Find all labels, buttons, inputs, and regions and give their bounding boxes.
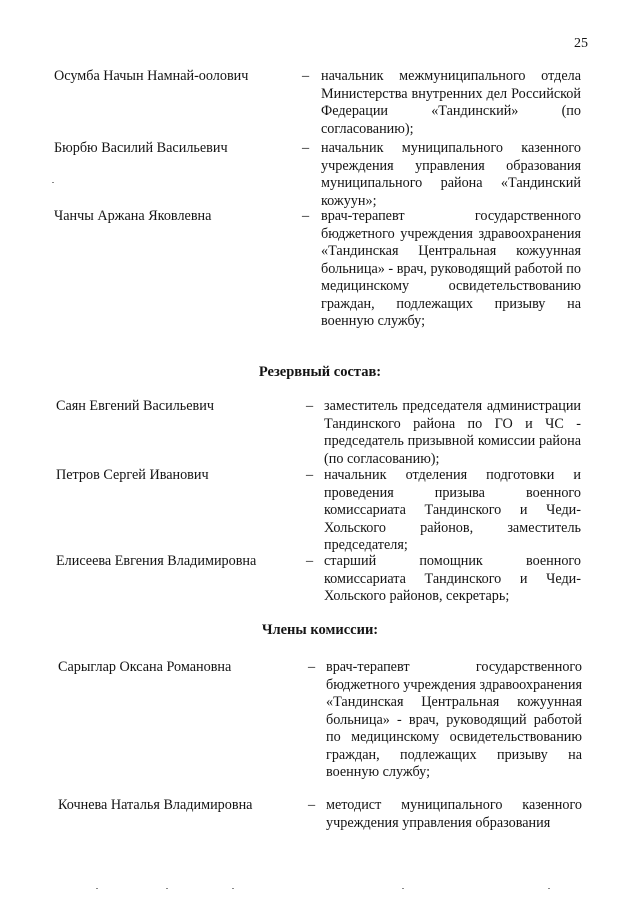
dash-separator: – [306, 398, 314, 414]
person-position: старший помощник военного комиссариата Тандинского и Чеди-Хольского районов, секретарь; [324, 553, 581, 604]
person-name: Саян Евгений Васильевич [56, 398, 214, 414]
dash-separator: – [302, 140, 310, 156]
person-name: Бюрбю Василий Васильевич [54, 140, 228, 156]
person-position: начальник муниципального казенного учреждения управления образования муниципального района «Тандинский кожуун»; [321, 140, 581, 209]
person-name: Кочнева Наталья Владимировна [58, 797, 253, 813]
person-name: Осумба Начын Намнай-оолович [54, 68, 249, 84]
scan-speck [96, 888, 98, 889]
scan-speck [232, 888, 234, 889]
dash-separator: – [308, 659, 316, 675]
section-heading-reserve: Резервный состав: [258, 364, 382, 380]
scan-speck [52, 182, 54, 183]
person-position: заместитель председателя администрации Тандинского района по ГО и ЧС - председатель призывной комиссии района (по согласованию); [324, 398, 581, 467]
page-number: 25 [574, 36, 588, 51]
person-position: врач-терапевт государственного бюджетного учреждения здравоохранения «Тандинская Центральная кожуунная больница» - врач, руководящий работой по медицинскому освидетельствованию граждан, подлежащих призыву на военную службу; [326, 659, 582, 780]
person-position: методист муниципального казенного учреждения управления образования [326, 797, 582, 831]
person-name: Елисеева Евгения Владимировна [56, 553, 257, 569]
person-name: Петров Сергей Иванович [56, 467, 209, 483]
person-position: врач-терапевт государственного бюджетного учреждения здравоохранения «Тандинская Центральная кожуунная больница» - врач, руководящий работой по медицинскому освидетельствованию граждан, подлежащих призыву на военную службу; [321, 208, 581, 329]
scan-speck [166, 888, 168, 889]
dash-separator: – [306, 467, 314, 483]
dash-separator: – [302, 68, 310, 84]
dash-separator: – [306, 553, 314, 569]
scan-speck [402, 888, 404, 889]
person-name: Сарыглар Оксана Романовна [58, 659, 232, 675]
person-name: Чанчы Аржана Яковлевна [54, 208, 212, 224]
scan-speck [548, 888, 550, 889]
dash-separator: – [308, 797, 316, 813]
person-position: начальник отделения подготовки и проведения призыва военного комиссариата Тандинского и Чеди-Хольского районов, заместитель председателя; [324, 467, 581, 553]
dash-separator: – [302, 208, 310, 224]
person-position: начальник межмуниципального отдела Министерства внутренних дел Российской Федерации «Тандинский» (по согласованию); [321, 68, 581, 137]
section-heading-members: Члены комиссии: [261, 622, 379, 638]
